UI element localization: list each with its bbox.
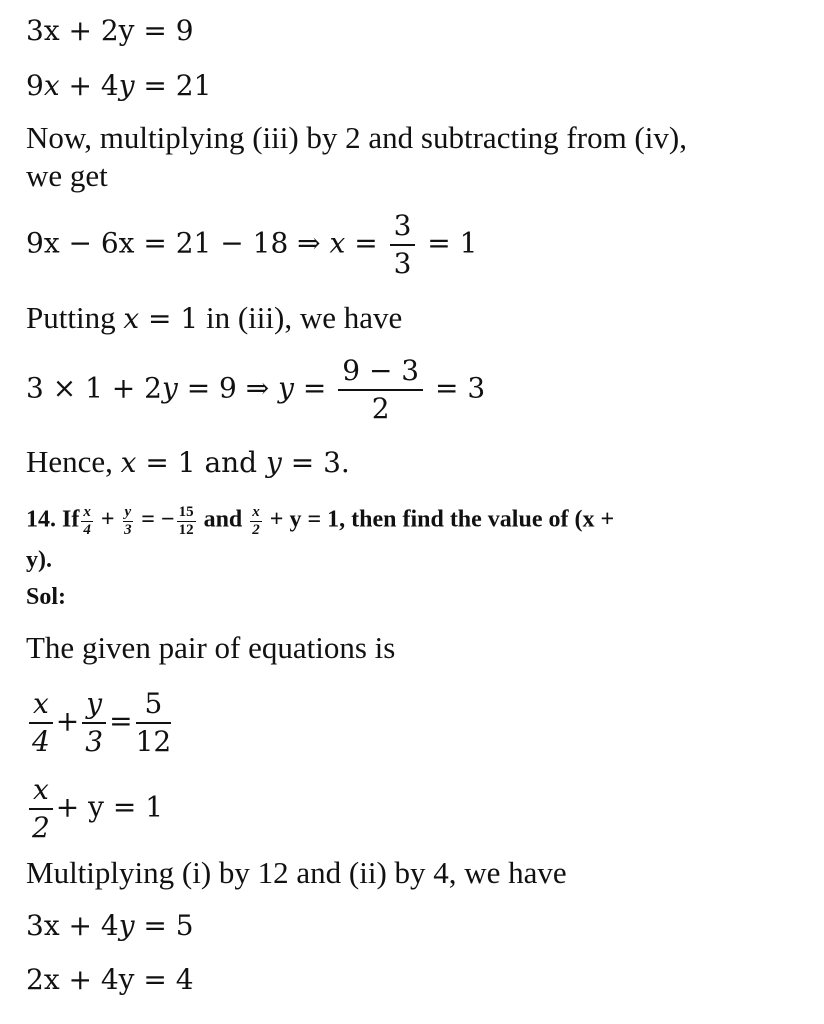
- eq-i-frac-y-den: 3: [85, 725, 104, 759]
- step2-math-post: = 3: [426, 371, 486, 405]
- eq-i-frac-y: [82, 688, 106, 758]
- step1-fraction: [390, 210, 416, 280]
- q-frac-4-num: x: [252, 504, 260, 520]
- step1-math-post: = 1: [418, 226, 478, 260]
- equation-iv: [26, 69, 212, 102]
- q-frac-2-den: 3: [124, 521, 132, 538]
- step1-frac-num: 3: [390, 210, 416, 246]
- result-eq1-post: = 5: [134, 909, 194, 942]
- q-frac-1: [81, 504, 93, 538]
- step2-text-post: in (iii), we have: [198, 300, 403, 335]
- q-frac-4-den: 2: [252, 521, 260, 538]
- result-equation-1: [26, 909, 194, 942]
- eq-ii-rest: + y = 1: [55, 790, 164, 824]
- conclusion-post: = 3.: [281, 446, 350, 479]
- conclusion-y: y: [266, 446, 282, 479]
- conclusion: [26, 446, 350, 477]
- eq-i-plus: +: [55, 704, 80, 738]
- step1-text-line2: we get: [26, 158, 108, 193]
- q-frac-4: [250, 504, 262, 538]
- eq-i-frac-rhs: [136, 688, 172, 758]
- eq-iv-coef: 9: [26, 69, 44, 102]
- step2-math-y2: y: [278, 371, 294, 405]
- eq-i-frac-x-den: 4: [31, 725, 50, 759]
- result-eq1-pre: 3x + 4: [26, 909, 119, 942]
- eq-iv-rest2: = 21: [134, 69, 212, 102]
- eq-ii-frac-den: 2: [31, 811, 50, 845]
- eq-i-frac-x-num: x: [29, 688, 53, 724]
- equation-i: [26, 688, 174, 758]
- step2-math-y1: y: [161, 371, 178, 405]
- eq-ii-frac: [29, 774, 53, 844]
- q-frac-1-num: x: [83, 504, 91, 520]
- result-equation-2: 2x + 4y = 4: [26, 963, 194, 996]
- step2-frac-num: 9 − 3: [338, 355, 423, 391]
- q-frac-3-num: 15: [178, 504, 194, 520]
- step2-frac-den: 2: [371, 392, 390, 426]
- eq-iv-rest1: + 4: [59, 69, 119, 102]
- eq-iv-y: y: [118, 69, 135, 102]
- q-tail: + y = 1, then find the value of (x +: [263, 506, 615, 533]
- eq-i-frac-y-num: y: [82, 688, 106, 724]
- equation-iii: 3x + 2y = 9: [26, 14, 194, 47]
- solution-label: Sol:: [26, 584, 67, 610]
- eq-i-frac-rhs-num: 5: [136, 688, 172, 724]
- question-14: [26, 504, 614, 538]
- step2-math-mid: = 9 ⇒: [177, 371, 279, 405]
- q-frac-2: [123, 504, 134, 538]
- q-frac-2-num: y: [124, 504, 132, 520]
- step1-math-eq: =: [345, 226, 387, 260]
- step2-text-mid: = 1: [139, 302, 199, 335]
- q-frac-1-den: 4: [83, 521, 91, 538]
- step2-text: [26, 302, 402, 333]
- result-eq1-y: y: [118, 909, 135, 942]
- conclusion-pre: Hence,: [26, 444, 121, 479]
- given-text: The given pair of equations is: [26, 630, 396, 665]
- step1-math-var: x: [329, 226, 346, 260]
- eq-i-frac-rhs-den: 12: [135, 725, 172, 759]
- eq-i-eq: =: [109, 704, 133, 738]
- question-14-line2: y).: [26, 547, 52, 573]
- conclusion-mid: = 1 and: [136, 446, 266, 479]
- q-plus: +: [94, 506, 121, 533]
- eq-iv-x: x: [43, 69, 60, 102]
- step2-math-eq: =: [293, 371, 336, 405]
- multiply-text: Multiplying (i) by 12 and (ii) by 4, we have: [26, 855, 567, 890]
- step1-math: [26, 210, 477, 280]
- q-eq-minus: = −: [135, 506, 175, 533]
- equation-ii: [26, 774, 163, 844]
- step2-math-pre: 3 × 1 + 2: [26, 371, 162, 405]
- q-frac-3-den: 12: [178, 521, 194, 538]
- step2-fraction: [338, 355, 423, 425]
- step1-text-line1: Now, multiplying (iii) by 2 and subtracting from (iv),: [26, 120, 687, 155]
- q-and: and: [197, 506, 249, 533]
- step2-text-pre: Putting: [26, 300, 124, 335]
- step2-text-var: x: [123, 302, 140, 335]
- q-frac-3: [177, 504, 196, 538]
- eq-i-frac-x: [29, 688, 53, 758]
- question-number: 14. If: [26, 506, 80, 533]
- conclusion-x: x: [120, 446, 137, 479]
- step2-math: [26, 355, 485, 425]
- eq-ii-frac-num: x: [29, 774, 53, 810]
- step1-frac-den: 3: [393, 247, 412, 281]
- step1-math-pre: 9x − 6x = 21 − 18 ⇒: [26, 226, 330, 260]
